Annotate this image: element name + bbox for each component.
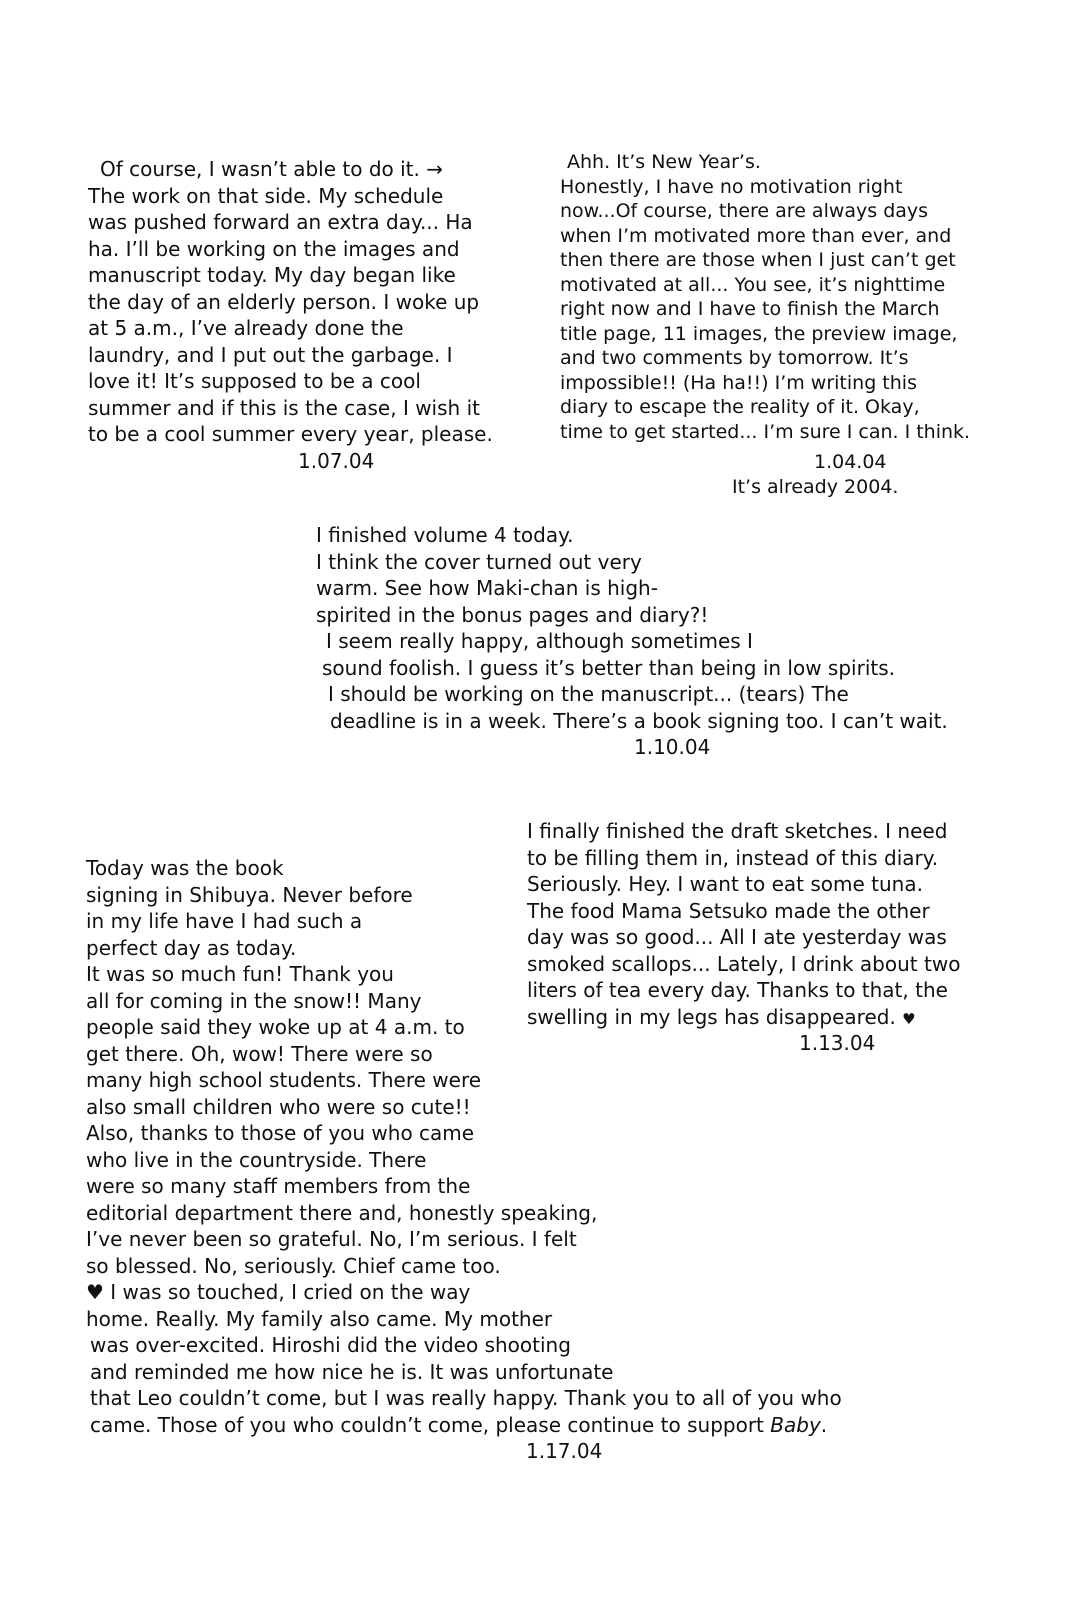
entry-line: I finished volume 4 today. (316, 523, 574, 547)
entry-line: then there are those when I just can’t get (560, 249, 956, 271)
entry-date: 1.04.04 (814, 451, 887, 473)
entry-line: sound foolish. I guess it’s better than being in low spirits. (322, 655, 895, 680)
entry-line: get there. Oh, wow! There were so (86, 1041, 433, 1066)
entry-date: 1.13.04 (799, 1031, 876, 1055)
entry-line: Today was the book (86, 856, 284, 880)
entry-date: 1.10.04 (634, 735, 711, 759)
entry-line: was pushed forward an extra day... Ha (88, 210, 473, 234)
entry-line: I finally finished the draft sketches. I need (527, 819, 948, 843)
entry-line: diary to escape the reality of it. Okay, (560, 396, 920, 418)
entry-line: spirited in the bonus pages and diary?! (316, 602, 709, 627)
entry-line: and reminded me how nice he is. It was unfortunate (90, 1359, 614, 1384)
entry-line: motivated at all... You see, it’s nighttime (560, 273, 946, 296)
entry-line: summer and if this is the case, I wish it (88, 395, 480, 420)
entry-line: Honestly, I have no motivation right (560, 175, 903, 198)
entry-line: time to get started... I’m sure I can. I think. (560, 420, 971, 443)
entry-line: Ahh. It’s New Year’s. (567, 151, 761, 173)
entry-line: now...Of course, there are always days (560, 200, 929, 222)
entry-line: title page, 11 images, the preview image, (560, 322, 958, 345)
entry-line: and two comments by tomorrow. It’s (560, 347, 909, 369)
entry-line: to be filling them in, instead of this diary. (527, 845, 939, 870)
entry-line: manuscript today. My day began like (88, 263, 456, 287)
entry-line: smoked scallops... Lately, I drink about two (527, 951, 961, 976)
entry-line: signing in Shibuya. Never before (86, 882, 413, 907)
entry-line: that Leo couldn’t come, but I was really happy. Thank you to all of you who (90, 1386, 842, 1410)
entry-line: impossible!! (Ha ha!!) I’m writing this (560, 371, 917, 394)
entry-line: Also, thanks to those of you who came (86, 1121, 475, 1145)
entry-line: to be a cool summer every year, please. (88, 422, 493, 446)
diary-entry-1 (88, 156, 493, 474)
entry-line: many high school students. There were (86, 1068, 482, 1092)
entry-last-line (86, 1412, 842, 1439)
diary-entry-2 (560, 150, 970, 499)
entry-line: home. Really. My family also came. My mother (86, 1306, 553, 1331)
entry-line-text: . (820, 1412, 828, 1437)
diary-entry-5 (86, 855, 842, 1465)
entry-line: the day of an elderly person. I woke up (88, 289, 480, 314)
diary-entry-3 (316, 522, 948, 761)
entry-line: laundry, and I put out the garbage. I (88, 342, 453, 367)
series-title: Baby (770, 1412, 821, 1437)
entry-line: ♥ I was so touched, I cried on the way (86, 1280, 471, 1304)
entry-line: ha. I’ll be working on the images and (88, 236, 460, 261)
entry-line: I should be working on the manuscript... (tears) The (328, 682, 849, 706)
entry-line: in my life have I had such a (86, 909, 363, 933)
entry-line: day was so good... All I ate yesterday was (527, 925, 947, 949)
entry-line: Of course, I wasn’t able to do it. → (100, 157, 443, 181)
entry-line: all for coming in the snow!! Many (86, 988, 422, 1013)
entry-line: when I’m motivated more than ever, and (560, 224, 952, 247)
entry-line: I seem really happy, although sometimes I (326, 629, 753, 653)
entry-line-text: came. Those of you who couldn’t come, please continue to support (90, 1412, 771, 1437)
entry-line: I’ve never been so grateful. No, I’m serious. I felt (86, 1227, 577, 1251)
entry-line: people said they woke up at 4 a.m. to (86, 1015, 465, 1039)
heart-icon: ♥ (902, 1009, 916, 1028)
entry-line: It was so much fun! Thank you (86, 962, 394, 986)
entry-line: right now and I have to finish the March (560, 298, 940, 320)
entry-date: 1.07.04 (298, 448, 375, 473)
entry-date: 1.17.04 (526, 1439, 603, 1463)
entry-line: deadline is in a week. There’s a book signing too. I can’t wait. (330, 708, 948, 733)
entry-line: was over-excited. Hiroshi did the video shooting (90, 1333, 571, 1357)
entry-line: love it! It’s supposed to be a cool (88, 369, 421, 393)
entry-line-text: swelling in my legs has disappeared. (527, 1004, 896, 1029)
entry-line: I think the cover turned out very (316, 549, 642, 574)
entry-line: editorial department there and, honestly speaking, (86, 1200, 598, 1225)
entry-line: warm. See how Maki-chan is high- (316, 576, 658, 600)
entry-line: Seriously. Hey. I want to eat some tuna. (527, 872, 923, 896)
entry-line: liters of tea every day. Thanks to that, the (527, 978, 948, 1002)
entry-line: perfect day as today. (86, 935, 297, 960)
entry-line: The food Mama Setsuko made the other (527, 898, 930, 923)
entry-line: so blessed. No, seriously. Chief came too. (86, 1253, 501, 1278)
entry-line: at 5 a.m., I’ve already done the (88, 316, 404, 340)
entry-line: were so many staff members from the (86, 1174, 471, 1198)
entry-line: who live in the countryside. There (86, 1147, 427, 1172)
entry-line: also small children who were so cute!! (86, 1094, 471, 1119)
entry-note: It’s already 2004. (732, 475, 899, 498)
entry-line: The work on that side. My schedule (88, 183, 444, 208)
